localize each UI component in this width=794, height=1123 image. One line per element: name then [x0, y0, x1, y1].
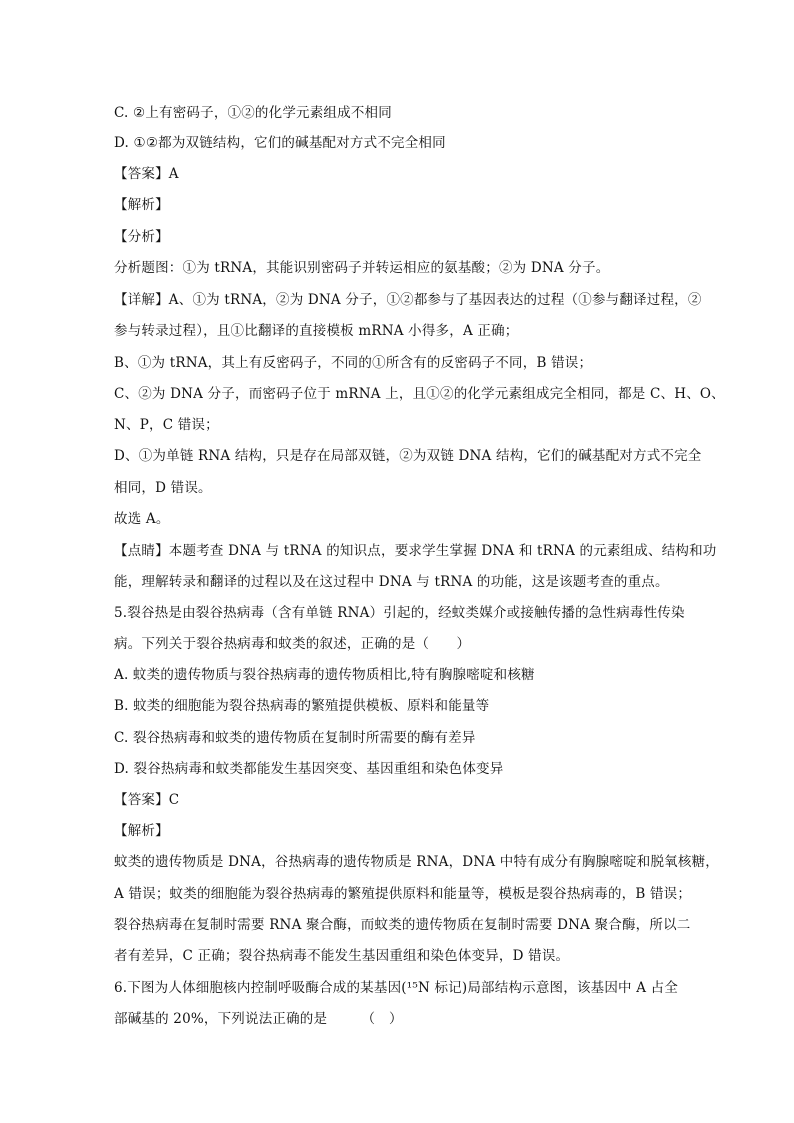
text-line: N、P，C 错误；: [114, 417, 219, 433]
text-line: D、①为单链 RNA 结构，只是存在局部双链，②为双链 DNA 结构，它们的碱基配对方式不完全: [114, 448, 702, 464]
answer-label: 【答案】A: [114, 166, 179, 182]
text-line: 裂谷热病毒在复制时需要 RNA 聚合酶，而蚊类的遗传物质在复制时需要 DNA 聚合酶，所以二: [114, 917, 691, 933]
option-c-line: C. ②上有密码子，①②的化学元素组成不相同: [114, 105, 392, 121]
question-5-line: 病。下列关于裂谷热病毒和蚊类的叙述，正确的是（ ）: [114, 636, 471, 652]
question-5-line: 5.裂谷热是由裂谷热病毒（含有单链 RNA）引起的，经蚊类媒介或接触传播的急性病毒性传染: [114, 605, 685, 621]
question-6-line: 6.下图为人体细胞核内控制呼吸酶合成的某基因(¹⁵N 标记)局部结构示意图，该基因中 A 占全: [114, 980, 679, 996]
analysis-label: 【解析】: [114, 197, 169, 213]
option-b-line: B. 蚊类的细胞能为裂谷热病毒的繁殖提供模板、原料和能量等: [114, 698, 490, 714]
text-line: 能，理解转录和翻译的过程以及在这过程中 DNA 与 tRNA 的功能，这是该题考查的重点。: [114, 574, 669, 590]
text-line: 者有差异，C 正确；裂谷热病毒不能发生基因重组和染色体变异，D 错误。: [114, 948, 570, 964]
answer-label: 【答案】C: [114, 792, 180, 808]
option-c-line: C. 裂谷热病毒和蚊类的遗传物质在复制时所需要的酶有差异: [114, 730, 476, 746]
option-d-line: D. ①②都为双链结构，它们的碱基配对方式不完全相同: [114, 135, 446, 151]
text-line: 相同，D 错误。: [114, 480, 212, 496]
text-line: 故选 A。: [114, 511, 170, 527]
option-a-line: A. 蚊类的遗传物质与裂谷热病毒的遗传物质相比,特有胸腺嘧啶和核糖: [114, 667, 535, 683]
analysis-label: 【解析】: [114, 823, 169, 839]
text-line: C、②为 DNA 分子，而密码子位于 mRNA 上，且①②的化学元素组成完全相同，都是 C、H、O、: [114, 386, 725, 402]
text-line: A 错误；蚊类的细胞能为裂谷热病毒的繁殖提供原料和能量等，模板是裂谷热病毒的，B 错误；: [114, 886, 692, 902]
text-line: 蚊类的遗传物质是 DNA，谷热病毒的遗传物质是 RNA，DNA 中特有成分有胸腺嘧啶和脱氧核糖，: [114, 854, 719, 870]
text-line: B、①为 tRNA，其上有反密码子，不同的①所含有的反密码子不同，B 错误；: [114, 355, 593, 371]
fenxi-label: 【分析】: [114, 229, 169, 245]
question-6-line: 部碱基的 20%，下列说法正确的是 （ ）: [114, 1011, 403, 1027]
text-line: 分析题图：①为 tRNA，其能识别密码子并转运相应的氨基酸；②为 DNA 分子。: [114, 260, 610, 276]
text-line: 【点睛】本题考查 DNA 与 tRNA 的知识点，要求学生掌握 DNA 和 tRNA 的元素组成、结构和功: [114, 543, 717, 559]
text-line: 【详解】A、①为 tRNA，②为 DNA 分子，①②都参与了基因表达的过程（①参与翻译过程，②: [114, 292, 702, 308]
text-line: 参与转录过程），且①比翻译的直接模板 mRNA 小得多，A 正确；: [114, 323, 519, 339]
option-d-line: D. 裂谷热病毒和蚊类都能发生基因突变、基因重组和染色体变异: [114, 761, 504, 777]
